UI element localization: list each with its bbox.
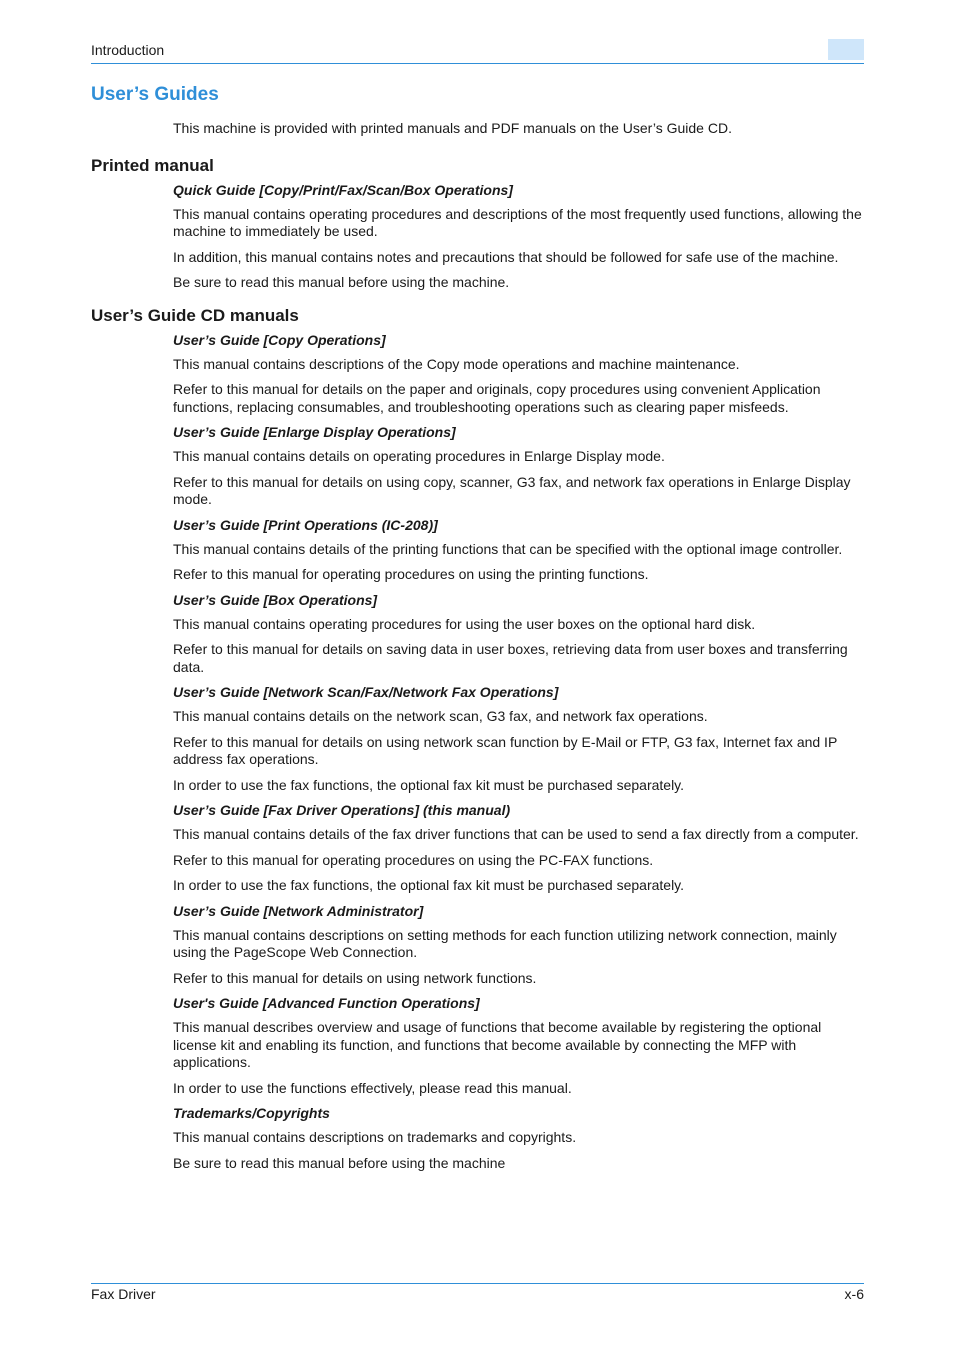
- footer-doc-title: Fax Driver: [91, 1286, 156, 1302]
- header-title: Introduction: [91, 42, 165, 58]
- paragraph: Refer to this manual for operating procedures on using the PC-FAX functions.: [173, 851, 654, 868]
- page-content: [91, 84, 864, 1180]
- paragraph: This manual contains details on the network scan, G3 fax, and network fax operations.: [173, 708, 708, 724]
- paragraph: This manual describes overview and usage of functions that become available by registering the optional license kit and enabling its function, and functions that become available by connecting the MFP with applications.: [173, 1019, 822, 1070]
- paragraph: Refer to this manual for details on using network scan function by E-Mail or FTP, G3 fax, Internet fax and IP address fax operations.: [173, 733, 838, 767]
- paragraph: This manual contains details of the fax driver functions that can be used to send a fax directly from a computer.: [173, 826, 859, 842]
- section-title: User’s Guides: [91, 84, 219, 105]
- paragraph: Refer to this manual for details on saving data in user boxes, retrieving data from user boxes and transferring data.: [173, 641, 848, 675]
- paragraph: This manual contains details on operating procedures in Enlarge Display mode.: [173, 448, 665, 464]
- paragraph: Refer to this manual for details on the paper and originals, copy procedures using convenient Application functions, replacing consumables, and troubleshooting operations such as clearing paper misfeeds.: [173, 381, 821, 415]
- paragraph: Refer to this manual for operating procedures on using the printing functions.: [173, 566, 649, 582]
- page-header: [91, 38, 864, 64]
- page-footer: [91, 1283, 864, 1302]
- paragraph: Refer to this manual for details on using copy, scanner, G3 fax, and network fax operations in Enlarge Display mode.: [173, 473, 851, 507]
- header-tab-marker: [828, 39, 864, 60]
- guide-title: User's Guide [Advanced Function Operations]: [173, 995, 480, 1011]
- page-number: x-6: [844, 1286, 864, 1302]
- guide-title: User’s Guide [Network Administrator]: [173, 902, 424, 919]
- paragraph: This manual contains descriptions on setting methods for each function utilizing network connection, mainly using the PageScope Web Connection.: [173, 926, 837, 960]
- paragraph: This manual contains details of the printing functions that can be specified with the optional image controller.: [173, 540, 843, 557]
- guide-title: Trademarks/Copyrights: [173, 1105, 330, 1121]
- paragraph: Refer to this manual for details on using network functions.: [173, 969, 537, 986]
- paragraph: Be sure to read this manual before using the machine: [173, 1154, 506, 1171]
- paragraph: This manual contains descriptions on trademarks and copyrights.: [173, 1129, 577, 1145]
- paragraph: This manual contains descriptions of the Copy mode operations and machine maintenance.: [173, 355, 740, 372]
- paragraph: In addition, this manual contains notes and precautions that should be followed for safe use of the machine.: [173, 248, 839, 265]
- paragraph: This manual contains operating procedures for using the user boxes on the optional hard disk.: [173, 615, 756, 632]
- guide-title: User’s Guide [Enlarge Display Operations]: [173, 424, 456, 440]
- paragraph: In order to use the fax functions, the optional fax kit must be purchased separately.: [173, 877, 685, 893]
- guide-title: Quick Guide [Copy/Print/Fax/Scan/Box Operations]: [173, 181, 513, 198]
- paragraph: This manual contains operating procedures and descriptions of the most frequently used functions, allowing the machine to immediately be used.: [173, 205, 862, 239]
- paragraph: Be sure to read this manual before using the machine.: [173, 274, 510, 290]
- guide-title: User’s Guide [Box Operations]: [173, 591, 378, 608]
- guide-title: User’s Guide [Fax Driver Operations] (this manual): [173, 802, 511, 818]
- guide-title: User’s Guide [Copy Operations]: [173, 331, 386, 348]
- paragraph: In order to use the fax functions, the optional fax kit must be purchased separately.: [173, 776, 685, 793]
- paragraph: In order to use the functions effectively, please read this manual.: [173, 1079, 572, 1096]
- printed-manual-heading: Printed manual: [91, 155, 214, 175]
- guide-title: User’s Guide [Network Scan/Fax/Network Fax Operations]: [173, 684, 559, 700]
- guide-title: User’s Guide [Print Operations (IC-208)]: [173, 516, 438, 533]
- intro-paragraph: This machine is provided with printed manuals and PDF manuals on the User’s Guide CD.: [173, 120, 732, 136]
- cd-manuals-heading: User’s Guide CD manuals: [91, 305, 299, 325]
